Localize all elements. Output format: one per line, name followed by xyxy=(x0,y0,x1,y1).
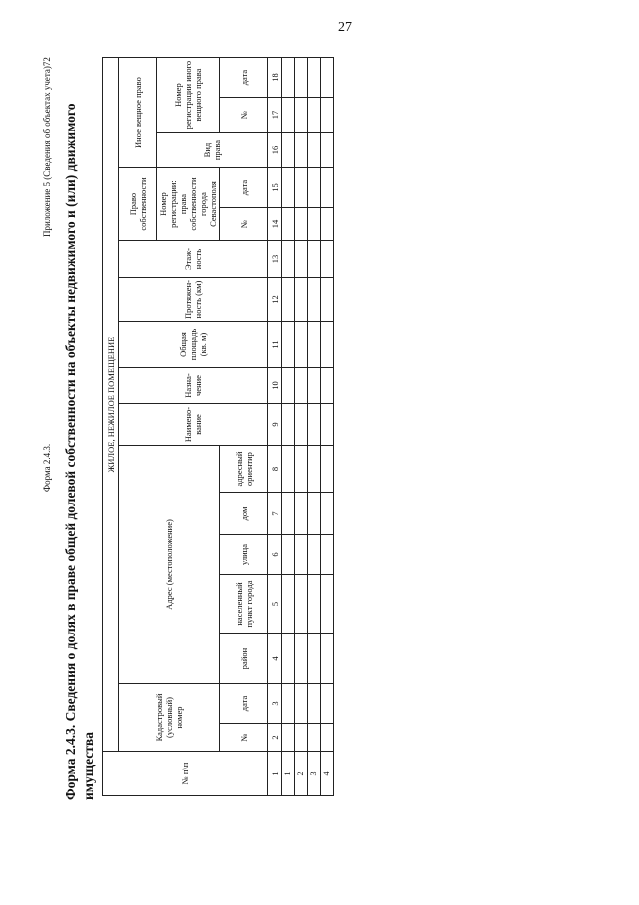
column-number: 8 xyxy=(268,446,282,493)
header-landmark: адресный ориентир xyxy=(220,446,268,493)
header-settlement: населенный пункт города xyxy=(220,575,268,634)
header-ownership: Право собственности xyxy=(119,168,157,241)
table-cell[interactable] xyxy=(321,634,334,684)
table-cell[interactable] xyxy=(295,322,308,368)
header-floors: Этаж-ность xyxy=(119,241,268,278)
section-header: ЖИЛОЕ, НЕЖИЛОЕ ПОМЕЩЕНИЕ xyxy=(103,58,119,752)
header-ownership-registration: Номер регистрации: права собственности города Севастополя xyxy=(157,168,220,241)
column-number: 18 xyxy=(268,58,282,98)
table-cell[interactable] xyxy=(308,241,321,278)
table-cell[interactable] xyxy=(308,58,321,98)
table-cell[interactable] xyxy=(321,58,334,98)
table-cell[interactable] xyxy=(308,208,321,241)
table-cell[interactable] xyxy=(282,58,295,98)
header-house: дом xyxy=(220,493,268,535)
table-cell[interactable] xyxy=(295,168,308,208)
table-cell[interactable] xyxy=(321,493,334,535)
table-cell[interactable] xyxy=(308,724,321,752)
column-number: 4 xyxy=(268,634,282,684)
column-number: 13 xyxy=(268,241,282,278)
table-cell[interactable] xyxy=(295,404,308,446)
header-name: Наимено-вание xyxy=(119,404,268,446)
row-number: 3 xyxy=(308,752,321,796)
header-other-right-type: Вид права xyxy=(157,133,268,168)
table-cell[interactable] xyxy=(308,493,321,535)
table-cell[interactable] xyxy=(308,168,321,208)
table-cell[interactable] xyxy=(282,98,295,133)
table-cell[interactable] xyxy=(295,58,308,98)
header-other-right-no: № xyxy=(220,98,268,133)
table-cell[interactable] xyxy=(282,368,295,404)
column-number: 10 xyxy=(268,368,282,404)
column-number: 7 xyxy=(268,493,282,535)
column-number: 3 xyxy=(268,684,282,724)
column-number: 11 xyxy=(268,322,282,368)
header-cadastral-date: дата xyxy=(220,684,268,724)
table-cell[interactable] xyxy=(295,535,308,575)
table-cell[interactable] xyxy=(321,98,334,133)
column-number: 1 xyxy=(268,752,282,796)
table-cell[interactable] xyxy=(282,404,295,446)
row-number: 4 xyxy=(321,752,334,796)
table-cell[interactable] xyxy=(321,404,334,446)
table-cell[interactable] xyxy=(308,322,321,368)
document-title: Форма 2.4.3. Сведения о долях в праве общей долевой собственности на объекты недвижимого и (или) движимого имущества xyxy=(63,103,96,800)
table-cell[interactable] xyxy=(295,98,308,133)
table-cell[interactable] xyxy=(308,368,321,404)
form-label: Форма 2.4.3. xyxy=(42,443,52,492)
column-number: 5 xyxy=(268,575,282,634)
table-cell[interactable] xyxy=(321,208,334,241)
table-cell[interactable] xyxy=(321,133,334,168)
appendix-label: Приложение 5 (Сведения об объектах учета)72 xyxy=(42,57,52,237)
table-cell[interactable] xyxy=(282,634,295,684)
header-address: Адрес (местоположение) xyxy=(119,446,220,684)
column-number: 14 xyxy=(268,208,282,241)
table-cell[interactable] xyxy=(295,368,308,404)
table-cell[interactable] xyxy=(321,535,334,575)
table-cell[interactable] xyxy=(321,446,334,493)
table-cell[interactable] xyxy=(321,684,334,724)
table-cell[interactable] xyxy=(308,133,321,168)
table-cell[interactable] xyxy=(282,575,295,634)
table-cell[interactable] xyxy=(295,208,308,241)
table-cell[interactable] xyxy=(282,168,295,208)
column-number: 15 xyxy=(268,168,282,208)
table-cell[interactable] xyxy=(282,684,295,724)
header-cadastral-no: № xyxy=(220,724,268,752)
table-cell[interactable] xyxy=(295,446,308,493)
table-cell[interactable] xyxy=(295,575,308,634)
table-cell[interactable] xyxy=(321,168,334,208)
header-other-right-date: дата xyxy=(220,58,268,98)
table-cell[interactable] xyxy=(282,446,295,493)
table-cell[interactable] xyxy=(282,535,295,575)
header-area: Общая площадь (кв. м) xyxy=(119,322,268,368)
table-cell[interactable] xyxy=(308,98,321,133)
column-number: 2 xyxy=(268,724,282,752)
header-other-right: Иное вещное право xyxy=(119,58,157,168)
page-number: 27 xyxy=(338,20,352,35)
table-cell[interactable] xyxy=(308,404,321,446)
column-number: 6 xyxy=(268,535,282,575)
column-number: 12 xyxy=(268,278,282,322)
table-cell[interactable] xyxy=(295,241,308,278)
table-cell[interactable] xyxy=(308,634,321,684)
table-cell[interactable] xyxy=(282,278,295,322)
table-cell[interactable] xyxy=(282,724,295,752)
header-cadastral: Кадастровый (условный) номер xyxy=(119,684,220,752)
table-cell[interactable] xyxy=(308,575,321,634)
table-cell[interactable] xyxy=(295,684,308,724)
table-cell[interactable] xyxy=(321,368,334,404)
table-cell[interactable] xyxy=(282,322,295,368)
table-cell[interactable] xyxy=(321,575,334,634)
header-purpose: Назна-чение xyxy=(119,368,268,404)
header-district: район xyxy=(220,634,268,684)
table-cell[interactable] xyxy=(321,278,334,322)
table-cell[interactable] xyxy=(321,241,334,278)
table-cell[interactable] xyxy=(282,208,295,241)
table-cell[interactable] xyxy=(295,133,308,168)
table-cell[interactable] xyxy=(282,133,295,168)
table-cell[interactable] xyxy=(295,493,308,535)
table-cell[interactable] xyxy=(308,684,321,724)
header-length: Протяжен-ность (км) xyxy=(119,278,268,322)
table-cell[interactable] xyxy=(321,322,334,368)
column-number: 17 xyxy=(268,98,282,133)
column-number: 16 xyxy=(268,133,282,168)
row-number: 2 xyxy=(295,752,308,796)
table-cell[interactable] xyxy=(295,634,308,684)
table-cell[interactable] xyxy=(321,724,334,752)
table-cell[interactable] xyxy=(295,724,308,752)
table-cell[interactable] xyxy=(308,535,321,575)
data-table xyxy=(102,57,334,796)
row-number: 1 xyxy=(282,752,295,796)
header-ownership-no: № xyxy=(220,208,268,241)
header-row-number: № п\п xyxy=(103,752,268,796)
table-cell[interactable] xyxy=(308,446,321,493)
table-cell[interactable] xyxy=(282,241,295,278)
header-ownership-date: дата xyxy=(220,168,268,208)
table-cell[interactable] xyxy=(295,278,308,322)
table-cell[interactable] xyxy=(282,493,295,535)
column-number: 9 xyxy=(268,404,282,446)
header-other-right-registration: Номер регистрации иного вещного права xyxy=(157,58,220,133)
header-street: улица xyxy=(220,535,268,575)
table-cell[interactable] xyxy=(308,278,321,322)
